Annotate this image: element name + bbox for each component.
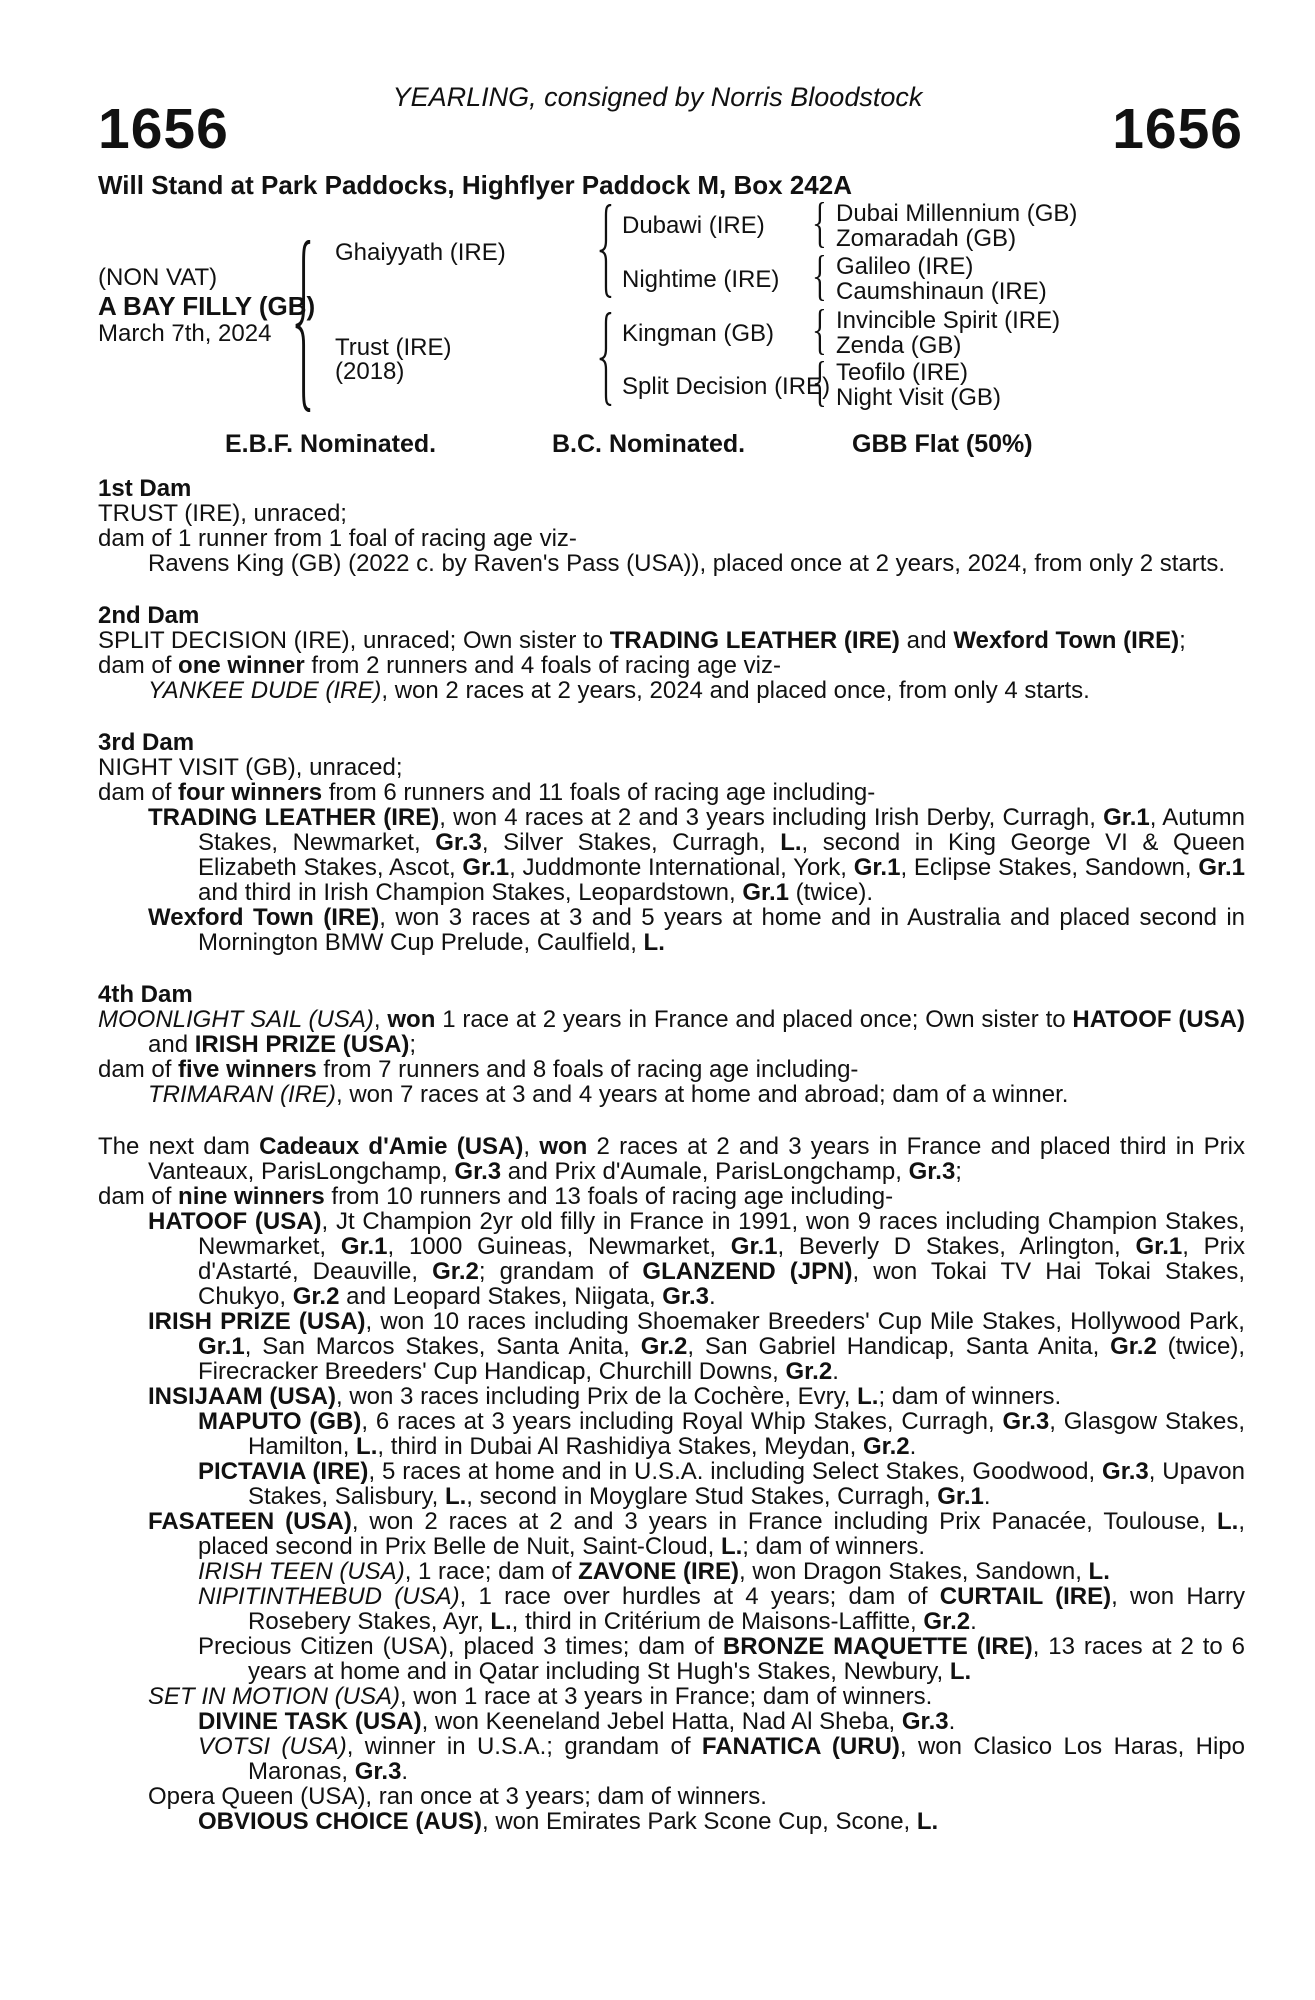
ancestor-name: Invincible Spirit (IRE) [836,307,1061,334]
catalog-paragraph: IRISH TEEN (USA), 1 race; dam of ZAVONE (IRE), won Dragon Stakes, Sandown, L. [198,1558,1110,1585]
dam-section-fourth-dam [98,982,1245,1107]
catalog-paragraph: Wexford Town (IRE), won 3 races at 3 and 5 years at home and in Australia and placed second in Mornington BMW Cup Prelude, Caulfield, L. [148,904,1246,956]
catalog-paragraph: FASATEEN (USA), won 2 races at 2 and 3 years in France including Prix Panacée, Toulouse, L., placed second in Prix Belle de Nuit, Saint-Cloud, L.; dam of winners. [148,1508,1246,1560]
catalog-paragraph: PICTAVIA (IRE), 5 races at home and in U.S.A. including Select Stakes, Goodwood, Gr.3, Upavon Stakes, Salisbury, L., second in Moyglare Stud Stakes, Curragh, Gr.1. [198,1458,1246,1510]
section-heading: 1st Dam [98,475,192,502]
stand-location: Will Stand at Park Paddocks, Highflyer Paddock M, Box 242A [98,170,852,200]
catalog-paragraph: dam of one winner from 2 runners and 4 foals of racing age viz- [98,652,781,679]
dam-section-first-dam [98,476,1245,576]
ancestor-name: Teofilo (IRE) [836,359,969,386]
catalog-paragraph: VOTSI (USA), winner in U.S.A.; grandam of FANATICA (URU), won Clasico Los Haras, Hipo Maronas, Gr.3. [198,1733,1246,1785]
catalog-paragraph: IRISH PRIZE (USA), won 10 races including Shoemaker Breeders' Cup Mile Stakes, Hollywood Park, Gr.1, San Marcos Stakes, Santa Anita, Gr.2, San Gabriel Handicap, Santa Anita, Gr.2 (twice), Firecracker Breeders' Cup Handicap, Churchill Downs, Gr.2. [148,1308,1245,1385]
horse-name: A BAY FILLY (GB) [98,291,316,321]
pedigree-brace [812,202,827,248]
dam-year: (2018) [335,358,405,385]
granddam-name: Nightime (IRE) [622,266,780,293]
pedigree-brace [812,309,827,355]
catalog-paragraph: OBVIOUS CHOICE (AUS), won Emirates Park Scone Cup, Scone, L. [198,1808,939,1835]
catalog-paragraph: SET IN MOTION (USA), won 1 race at 3 years in France; dam of winners. [148,1683,933,1710]
vat-status: (NON VAT) [98,264,218,291]
ancestor-name: Galileo (IRE) [836,253,974,280]
catalog-paragraph: dam of 1 runner from 1 foal of racing age viz- [98,525,577,552]
catalog-paragraph: Opera Queen (USA), ran once at 3 years; dam of winners. [148,1783,767,1810]
catalog-paragraph: NIGHT VISIT (GB), unraced; [98,754,403,781]
dam-name: Trust (IRE) [335,334,452,361]
catalog-paragraph: INSIJAAM (USA), won 3 races including Prix de la Cochère, Evry, L.; dam of winners. [148,1383,1062,1410]
ancestor-name: Zenda (GB) [836,332,962,359]
grandsire-name: Dubawi (IRE) [622,212,765,239]
granddam-name: Split Decision (IRE) [622,373,831,400]
foaling-date: March 7th, 2024 [98,320,272,347]
catalog-paragraph: Precious Citizen (USA), placed 3 times; dam of BRONZE MAQUETTE (IRE), 13 races at 2 to 6 years at home and in Qatar including St Hugh's Stakes, Newbury, L. [198,1633,1245,1685]
ancestor-name: Caumshinaun (IRE) [836,278,1047,305]
pedigree-brace [812,255,827,301]
catalog-paragraph: dam of five winners from 7 runners and 8 foals of racing age including- [98,1056,859,1083]
pedigree-brace [596,204,615,298]
catalog-paragraph: dam of nine winners from 10 runners and 13 foals of racing age including- [98,1183,894,1210]
lot-number-right: 1656 [1112,97,1243,161]
catalog-paragraph: Ravens King (GB) (2022 c. by Raven's Pass (USA)), placed once at 2 years, 2024, from only 2 starts. [148,550,1226,577]
pedigree-text-body [98,476,1245,1834]
grandsire-name: Kingman (GB) [622,320,775,347]
section-heading: 2nd Dam [98,602,200,629]
section-heading: 3rd Dam [98,729,195,756]
catalog-paragraph: YANKEE DUDE (IRE), won 2 races at 2 years, 2024 and placed once, from only 4 starts. [148,677,1090,704]
gbb-scheme: GBB Flat (50%) [852,430,1033,458]
ancestor-name: Dubai Millennium (GB) [836,200,1078,227]
catalog-paragraph: The next dam Cadeaux d'Amie (USA), won 2 races at 2 and 3 years in France and placed third in Prix Vanteaux, ParisLongchamp, Gr.3 and Prix d'Aumale, ParisLongchamp, Gr.3; [98,1133,1246,1185]
bc-nomination: B.C. Nominated. [552,430,746,458]
ancestor-name: Zomaradah (GB) [836,225,1017,252]
catalog-paragraph: HATOOF (USA), Jt Champion 2yr old filly in France in 1991, won 9 races including Champion Stakes, Newmarket, Gr.1, 1000 Guineas, Newmarket, Gr.1, Beverly D Stakes, Arlington, Gr.1, Prix d'Astarté, Deauville, Gr.2; grandam of GLANZEND (JPN), won Tokai TV Hai Tokai Stakes, Chukyo, Gr.2 and Leopard Stakes, Niigata, Gr.3. [148,1208,1246,1310]
catalog-paragraph: SPLIT DECISION (IRE), unraced; Own sister to TRADING LEATHER (IRE) and Wexford Town (IRE); [98,627,1186,654]
pedigree-brace [291,240,315,412]
catalog-paragraph: dam of four winners from 6 runners and 11 foals of racing age including- [98,779,876,806]
catalog-paragraph: TRUST (IRE), unraced; [98,500,347,527]
consignment-title: YEARLING, consigned by Norris Bloodstock [392,82,923,112]
ebf-nomination: E.B.F. Nominated. [225,430,437,458]
catalog-paragraph: TRIMARAN (IRE), won 7 races at 3 and 4 years at home and abroad; dam of a winner. [148,1081,1069,1108]
sire-name: Ghaiyyath (IRE) [335,239,506,266]
ancestor-name: Night Visit (GB) [836,384,1001,411]
dam-section-third-dam [98,730,1245,955]
dam-section-next-dam [98,1134,1245,1834]
lot-number-left: 1656 [98,97,229,161]
catalog-paragraph: DIVINE TASK (USA), won Keeneland Jebel Hatta, Nad Al Sheba, Gr.3. [198,1708,956,1735]
dam-section-second-dam [98,603,1245,703]
catalog-paragraph: MOONLIGHT SAIL (USA), won 1 race at 2 years in France and placed once; Own sister to HATOOF (USA) and IRISH PRIZE (USA); [98,1006,1245,1058]
pedigree-brace [596,312,615,406]
pedigree-brace [812,361,827,407]
catalog-paragraph: MAPUTO (GB), 6 races at 3 years including Royal Whip Stakes, Curragh, Gr.3, Glasgow Stakes, Hamilton, L., third in Dubai Al Rashidiya Stakes, Meydan, Gr.2. [198,1408,1246,1460]
section-heading: 4th Dam [98,981,193,1008]
catalog-paragraph: TRADING LEATHER (IRE), won 4 races at 2 and 3 years including Irish Derby, Curragh, Gr.1, Autumn Stakes, Newmarket, Gr.3, Silver Stakes, Curragh, L., second in King George VI & Queen Elizabeth Stakes, Ascot, Gr.1, Juddmonte International, York, Gr.1, Eclipse Stakes, Sandown, Gr.1 and third in Irish Champion Stakes, Leopardstown, Gr.1 (twice). [148,804,1246,906]
catalog-paragraph: NIPITINTHEBUD (USA), 1 race over hurdles at 4 years; dam of CURTAIL (IRE), won Harry Rosebery Stakes, Ayr, L., third in Critérium de Maisons-Laffitte, Gr.2. [198,1583,1245,1635]
